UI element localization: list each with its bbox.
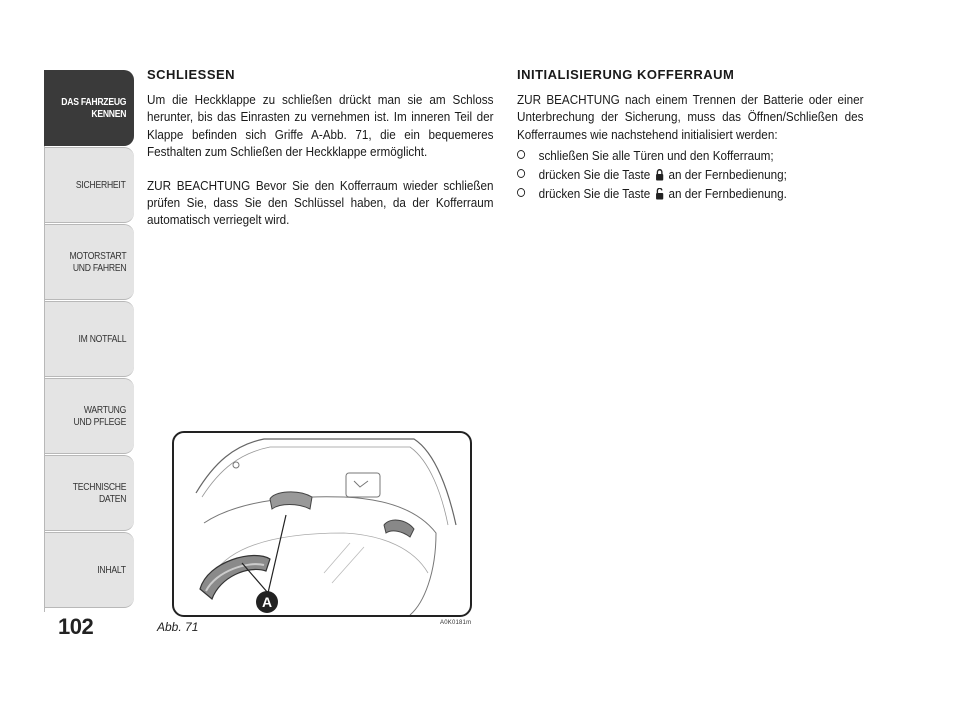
list-item: [517, 166, 864, 183]
list-item-text: schließen Sie alle Türen und den Kofferraum;: [538, 147, 774, 163]
circle-bullet-icon: [517, 169, 525, 178]
tab-technische-daten[interactable]: [44, 455, 134, 531]
list-item: [517, 185, 864, 202]
lock-open-icon: [655, 188, 663, 200]
list-item-text: an der Fernbedienung;: [668, 167, 787, 183]
section-initialisierung: [517, 66, 867, 204]
tab-label: INHALT: [97, 564, 126, 576]
tab-das-fahrzeug-kennen[interactable]: [44, 70, 134, 146]
figure-code: A0K0181m: [440, 620, 472, 626]
note-paragraph: ZUR BEACHTUNG Bevor Sie den Kofferraum wieder schließen prüfen Sie, dass Sie den Schlüssel haben, da der Kofferraum automatisch verriegelt wird.: [147, 178, 494, 228]
tab-label: IM NOTFALL: [78, 333, 126, 345]
tab-label: DAS FAHRZEUG KENNEN: [61, 96, 126, 120]
figure-caption: Abb. 71: [157, 620, 199, 634]
note-paragraph: ZUR BEACHTUNG nach einem Trennen der Batterie oder einer Unterbrechung der Sicherung, muss das Öffnen/Schließen des Kofferraumes wie nachstehend initialisiert werden:: [517, 92, 864, 142]
circle-bullet-icon: [517, 188, 525, 197]
tab-label: WARTUNG UND PFLEGE: [73, 404, 126, 428]
page-number: 102: [58, 614, 94, 639]
section-heading: SCHLIESSEN: [147, 67, 236, 82]
tab-im-notfall[interactable]: [44, 301, 134, 377]
list-item-text: drücken Sie die Taste: [538, 167, 651, 183]
list-item-text: an der Fernbedienung.: [668, 186, 787, 202]
list-item: [517, 147, 864, 164]
chapter-tabs: [44, 70, 136, 609]
trunk-lid-illustration: [174, 433, 470, 615]
tab-inhalt[interactable]: [44, 532, 134, 608]
tab-sicherheit[interactable]: [44, 147, 134, 223]
tab-label: TECHNISCHE DATEN: [72, 481, 126, 505]
list-item-text: drücken Sie die Taste: [538, 186, 651, 202]
figure-trunk-lid-handles: [172, 431, 472, 617]
section-schliessen: [147, 66, 497, 246]
instruction-list: [517, 147, 864, 203]
tab-label: SICHERHEIT: [76, 179, 126, 191]
handle-right: [384, 520, 414, 537]
lock-closed-icon: [655, 169, 663, 181]
tab-wartung-und-pflege[interactable]: [44, 378, 134, 454]
tab-label: MOTORSTART UND FAHREN: [69, 250, 126, 274]
handle-top: [270, 492, 312, 509]
section-heading: INITIALISIERUNG KOFFERRAUM: [517, 67, 735, 82]
circle-bullet-icon: [517, 150, 525, 159]
paragraph: Um die Heckklappe zu schließen drückt man sie am Schloss herunter, bis das Einrasten zu vernehmen ist. Im inneren Teil der Klappe befinden sich Griffe A-Abb. 71, die ein bequemeres Festhalten zum Schließen der Heckklappe ermöglicht.: [147, 92, 494, 159]
callout-label: A: [261, 594, 273, 610]
callout-a: [256, 591, 278, 613]
tab-motorstart-und-fahren[interactable]: [44, 224, 134, 300]
